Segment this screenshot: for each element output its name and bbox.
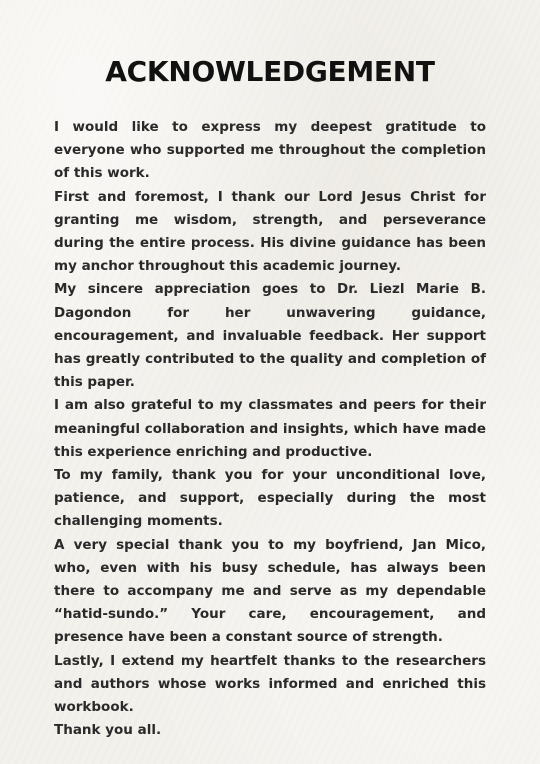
paragraph-researchers: Lastly, I extend my heartfelt thanks to the researchers and authors whose works informed and enriched this workbook. [54, 652, 486, 716]
paragraph-boyfriend: A very special thank you to my boyfriend, Jan Mico, who, even with his busy schedule, has always been there to accompany me and serve as my dependable “hatid-sundo.” Your care, encouragement, and presence have been a constant source of strength. [54, 536, 486, 646]
paragraph-family: To my family, thank you for your unconditional love, patience, and support, especially during the most challenging moments. [54, 467, 486, 530]
paragraph-classmates: I am also grateful to my classmates and peers for their meaningful collaboration and insights, which have made this experience enriching and productive. [54, 397, 486, 460]
paragraph-intro: I would like to express my deepest gratitude to everyone who supported me throughout the completion of this work. [54, 119, 486, 182]
acknowledgement-body [54, 116, 486, 742]
paragraph-closing: Thank you all. [54, 722, 162, 739]
paragraph-adviser: My sincere appreciation goes to Dr. Liezl Marie B. Dagondon for her unwavering guidance, encouragement, and invaluable feedback. Her support has greatly contributed to the quality and completion of this paper. [54, 281, 486, 391]
page-title: ACKNOWLEDGEMENT [105, 55, 435, 88]
paragraph-faith: First and foremost, I thank our Lord Jesus Christ for granting me wisdom, strength, and perseverance during the entire process. His divine guidance has been my anchor throughout this academic journey. [54, 188, 486, 275]
